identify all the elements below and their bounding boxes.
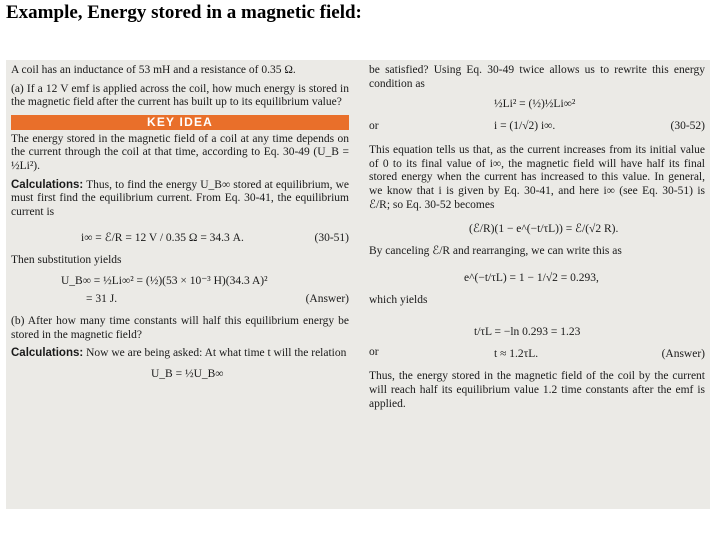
- equation-30-51: [11, 224, 349, 254]
- time-result-line: [369, 346, 705, 364]
- answer-label-1: (Answer): [305, 292, 349, 305]
- or-label-1: or: [369, 120, 379, 133]
- slide-title: Example, Energy stored in a magnetic field:: [6, 2, 362, 23]
- equation-30-52-number: (30-52): [670, 120, 705, 133]
- equation-30-51-body: i∞ = ℰ/R = 12 V / 0.35 Ω = 34.3 A.: [81, 232, 244, 245]
- or-label-2: or: [369, 346, 379, 359]
- cancel-text: By canceling ℰ/R and rearranging, we can write this as: [369, 245, 622, 258]
- explanation-text: This equation tells us that, as the current increases from its initial value of 0 to its final value of i∞, the magnetic field will have half its final stored energy when the current has increased to this value. In general, we know that i is given by Eq. 30-41, and here i∞ (see Eq. 30-51) is ℰ/R; so Eq. 30-52 becomes: [369, 144, 705, 211]
- right-column: [369, 64, 705, 416]
- key-idea-text: The energy stored in the magnetic field of a coil at any time depends on the current through the coil at that time, according to Eq. 30-49 (U_B = ½Li²).: [11, 132, 349, 172]
- calculations-label: Calculations:: [11, 178, 84, 191]
- equation-30-52: [369, 114, 705, 140]
- exponential-equation-line: [369, 264, 705, 294]
- part-b-question: (b) After how many time constants will half this equilibrium energy be stored in the magnetic field?: [11, 314, 349, 341]
- energy-equation-line1: [11, 273, 349, 291]
- substitution-text: Then substitution yields: [11, 254, 122, 267]
- calculations-2-label: Calculations:: [11, 347, 84, 360]
- time-ratio-equation: t/τL = −ln 0.293 = 1.23: [474, 326, 581, 339]
- final-conclusion-text: Thus, the energy stored in the magnetic field of the coil by the current will reach half its equilibrium value 1.2 time constants after the emf is applied.: [369, 370, 705, 410]
- energy-result: = 31 J.: [86, 292, 118, 305]
- energy-equation: U_B∞ = ½Li∞² = (½)(53 × 10⁻³ H)(34.3 A)²: [61, 274, 268, 287]
- problem-intro: A coil has an inductance of 53 mH and a resistance of 0.35 Ω.: [11, 64, 296, 76]
- half-energy-equation: U_B = ½U_B∞: [151, 367, 224, 380]
- time-ratio-line: [369, 312, 705, 346]
- energy-condition-line: [369, 96, 705, 114]
- time-result-equation: t ≈ 1.2τL.: [494, 348, 539, 361]
- energy-equation-line2: [11, 291, 349, 309]
- energy-condition-equation: ½Li² = (½)½Li∞²: [494, 98, 576, 111]
- answer-label-2: (Answer): [661, 348, 705, 361]
- current-equation: (ℰ/R)(1 − e^(−t/τL)) = ℰ/(√2 R).: [469, 223, 619, 236]
- calculations-text: Thus, to find the energy U_B∞ stored at equilibrium, we must first find the equilibrium current. From Eq. 30-41, the equilibrium current is: [11, 178, 349, 218]
- current-equation-line: [369, 217, 705, 245]
- half-energy-relation: [11, 366, 349, 384]
- calculations-paragraph: [11, 179, 349, 220]
- part-a-question: (a) If a 12 V emf is applied across the coil, how much energy is stored in the magnetic field after the current has built up to its equilibrium value?: [11, 82, 349, 109]
- left-column: [11, 64, 349, 384]
- equation-30-51-number: (30-51): [314, 232, 349, 245]
- equation-30-52-body: i = (1/√2) i∞.: [494, 120, 556, 133]
- calculations-2-text: Now we are being asked: At what time t will the relation: [86, 347, 347, 360]
- textbook-page: [6, 60, 710, 509]
- continuation-text: be satisfied? Using Eq. 30-49 twice allows us to rewrite this energy condition as: [369, 64, 705, 90]
- key-idea-banner: KEY IDEA: [11, 115, 349, 130]
- calculations-2-paragraph: [11, 347, 349, 361]
- exponential-equation: e^(−t/τL) = 1 − 1/√2 = 0.293,: [464, 271, 599, 284]
- yields-text: which yields: [369, 293, 428, 306]
